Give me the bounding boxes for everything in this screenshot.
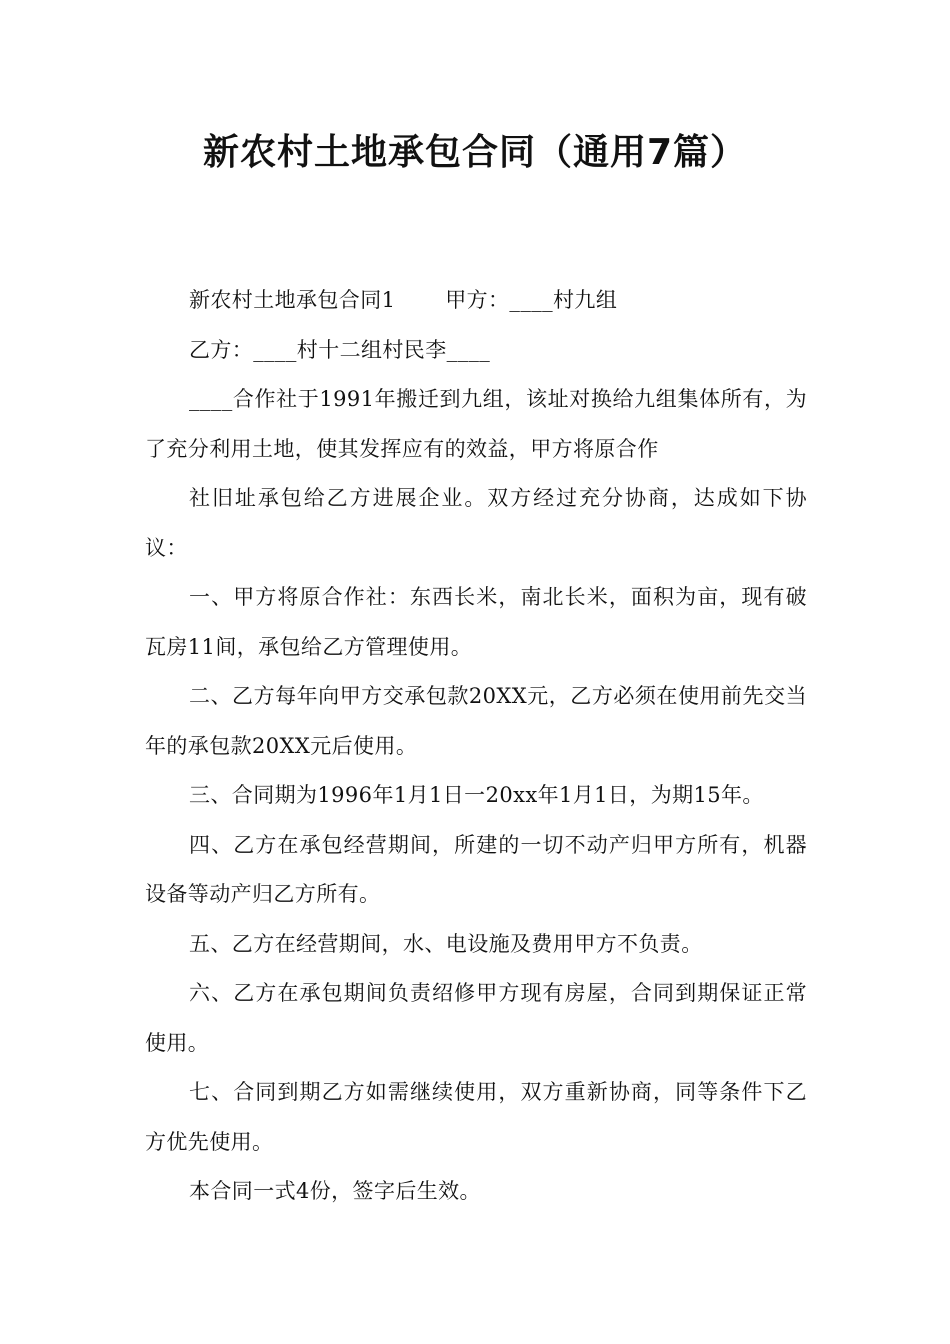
paragraph-agreement-intro: 社旧址承包给乙方进展企业。双方经过充分协商，达成如下协议：	[145, 486, 807, 560]
paragraph-clause-6: 六、乙方在承包期间负责绍修甲方现有房屋，合同到期保证正常使用。	[145, 981, 807, 1055]
paragraph-contract-heading: 新农村土地承包合同1 甲方：____村九组	[189, 288, 618, 312]
document-body	[145, 276, 807, 1217]
paragraph-clause-3: 三、合同期为1996年1月1日一20xx年1月1日，为期15年。	[189, 783, 764, 807]
paragraph-closing: 本合同一式4份，签字后生效。	[189, 1179, 481, 1203]
paragraph-clause-7: 七、合同到期乙方如需继续使用，双方重新协商，同等条件下乙方优先使用。	[145, 1080, 807, 1154]
paragraph-background: ____合作社于1991年搬迁到九组，该址对换给九组集体所有，为了充分利用土地，使其发挥应有的效益，甲方将原合作	[145, 387, 807, 461]
paragraph-clause-5: 五、乙方在经营期间，水、电设施及费用甲方不负责。	[189, 931, 703, 956]
paragraph-clause-4: 四、乙方在承包经营期间，所建的一切不动产归甲方所有，机器设备等动产归乙方所有。	[145, 832, 807, 906]
paragraph-clause-2: 二、乙方每年向甲方交承包款20XX元，乙方必须在使用前先交当年的承包款20XX元后使用。	[145, 684, 807, 758]
paragraph-party-b: 乙方：____村十二组村民李____	[189, 337, 491, 362]
document-title: 新农村土地承包合同（通用7篇）	[202, 132, 748, 173]
paragraph-clause-1: 一、甲方将原合作社：东西长米，南北长米，面积为亩，现有破瓦房11间，承包给乙方管理使用。	[145, 585, 807, 659]
